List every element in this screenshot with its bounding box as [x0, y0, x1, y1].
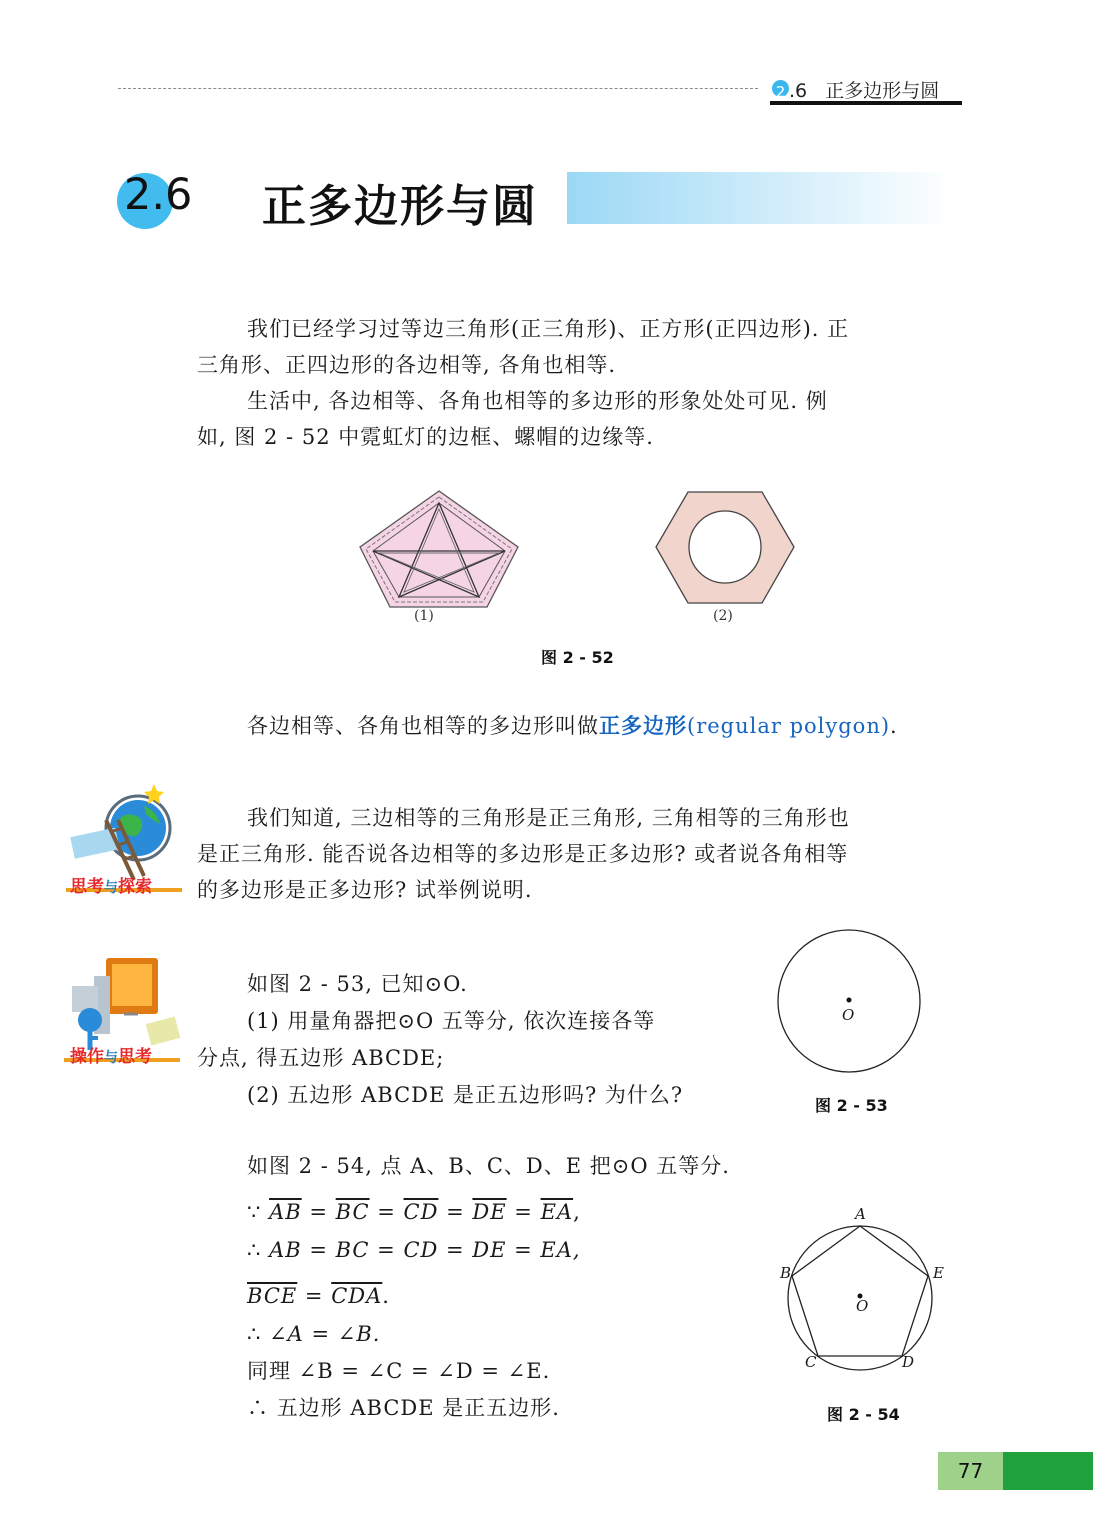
proof-line-1: 如图 2 - 54, 点 A、B、C、D、E 把⊙O 五等分. [247, 1154, 730, 1178]
arc-de: $\overline{DE}$ [472, 1200, 507, 1224]
fig54-caption: 图 2 - 54 [827, 1405, 900, 1424]
equals-1: = [309, 1200, 328, 1224]
page-number-bar [1003, 1452, 1093, 1490]
think-label-b: 与 [104, 880, 118, 896]
title-num-rest: .6 [151, 170, 193, 220]
fig54-label-c: C [805, 1353, 817, 1371]
angle-equality: ∠A = ∠B. [269, 1322, 381, 1346]
fig54-label-b: B [780, 1264, 792, 1282]
proof-line-7 [247, 1390, 560, 1426]
header-title: 正多边形与圆 [825, 80, 940, 102]
definition-english: (regular polygon) [687, 714, 891, 738]
header-section-num: 2 [775, 83, 786, 101]
header-section-rest: .6 [789, 80, 808, 102]
operate-line-3: 分点, 得五边形 ABCDE; [197, 1046, 445, 1070]
running-header [772, 76, 939, 103]
fig54-label-e: E [933, 1264, 944, 1282]
proof-line-5 [247, 1316, 380, 1352]
therefore-symbol-3: ∴ [247, 1396, 269, 1420]
title-num-main: 2 [124, 170, 152, 220]
operate-label-a: 操作 [70, 1047, 104, 1067]
proof-line-2-comma: , [573, 1200, 581, 1224]
equals-2: = [377, 1200, 396, 1224]
equals-4: = [514, 1200, 533, 1224]
definition-post: . [890, 714, 898, 738]
fig54-label-d: D [902, 1353, 915, 1371]
page-number: 77 [957, 1459, 984, 1483]
operate-line-2: (1) 用量角器把⊙O 五等分, 依次连接各等 [247, 1009, 656, 1033]
think-label-a: 思考 [70, 877, 104, 897]
title-number [124, 170, 192, 220]
therefore-symbol-1: ∴ [247, 1238, 262, 1262]
title-gradient-band [567, 172, 955, 224]
proof-line-4-dot: . [382, 1284, 390, 1308]
fig54-label-o: O [856, 1297, 869, 1315]
intro-line-1: 我们已经学习过等边三角形(正三角形)、正方形(正四边形). 正 [247, 317, 850, 341]
think-line-3: 的多边形是正多边形? 试举例说明. [197, 878, 533, 902]
fig52-caption: 图 2 - 52 [541, 648, 614, 667]
neon-star-pentagon-figure [355, 488, 525, 608]
header-dashed-rule [118, 88, 758, 89]
arc-bce: $\overline{BCE}$ [247, 1284, 298, 1308]
equals-3: = [446, 1200, 465, 1224]
think-line-2: 是正三角形. 能否说各边相等的多边形是正多边形? 或者说各角相等 [197, 842, 849, 866]
proof-conclusion: 五边形 ABCDE 是正五边形. [276, 1396, 560, 1420]
arc-ea: $\overline{EA}$ [540, 1200, 574, 1224]
because-symbol: ∵ [247, 1200, 262, 1224]
definition-pre: 各边相等、各角也相等的多边形叫做 [247, 714, 599, 738]
intro-line-3: 生活中, 各边相等、各角也相等的多边形的形象处处可见. 例 [247, 389, 828, 413]
proof-line-4 [247, 1278, 390, 1314]
definition [247, 708, 898, 744]
equals-5: = [304, 1284, 324, 1308]
proof-line-6: 同理 ∠B = ∠C = ∠D = ∠E. [247, 1359, 551, 1383]
arc-cd: $\overline{CD}$ [403, 1200, 439, 1224]
think-label-c: 探索 [118, 877, 152, 897]
definition-term: 正多边形 [599, 713, 687, 738]
intro-line-2: 三角形、正四边形的各边相等, 各角也相等. [197, 353, 617, 377]
operate-label-c: 思考 [118, 1047, 152, 1067]
operate-think-label [70, 1042, 152, 1067]
operate-line-4: (2) 五边形 ABCDE 是正五边形吗? 为什么? [247, 1083, 684, 1107]
circle-o-figure [776, 928, 922, 1074]
fig53-caption: 图 2 - 53 [815, 1096, 888, 1115]
therefore-symbol-2: ∴ [247, 1322, 262, 1346]
arc-ab: $\overline{AB}$ [269, 1200, 302, 1224]
page-title: 正多边形与圆 [262, 181, 538, 232]
arc-cda: $\overline{CDA}$ [331, 1284, 383, 1308]
fig54-label-a: A [855, 1205, 866, 1223]
chord-equalities: AB = BC = CD = DE = EA, [269, 1238, 581, 1262]
think-line-1: 我们知道, 三边相等的三角形是正三角形, 三角相等的三角形也 [247, 806, 850, 830]
hex-nut-figure [655, 490, 795, 605]
think-explore-label [70, 872, 152, 897]
proof-line-3 [247, 1232, 581, 1268]
fig53-label-o: O [842, 1006, 855, 1024]
proof-line-2 [247, 1194, 581, 1230]
intro-line-4: 如, 图 2 - 52 中霓虹灯的边框、螺帽的边缘等. [197, 425, 654, 449]
fig52-sub1: (1) [414, 608, 434, 624]
fig52-sub2: (2) [713, 608, 733, 624]
arc-bc: $\overline{BC}$ [335, 1200, 370, 1224]
operate-label-b: 与 [104, 1050, 118, 1066]
operate-line-1: 如图 2 - 53, 已知⊙O. [247, 972, 468, 996]
